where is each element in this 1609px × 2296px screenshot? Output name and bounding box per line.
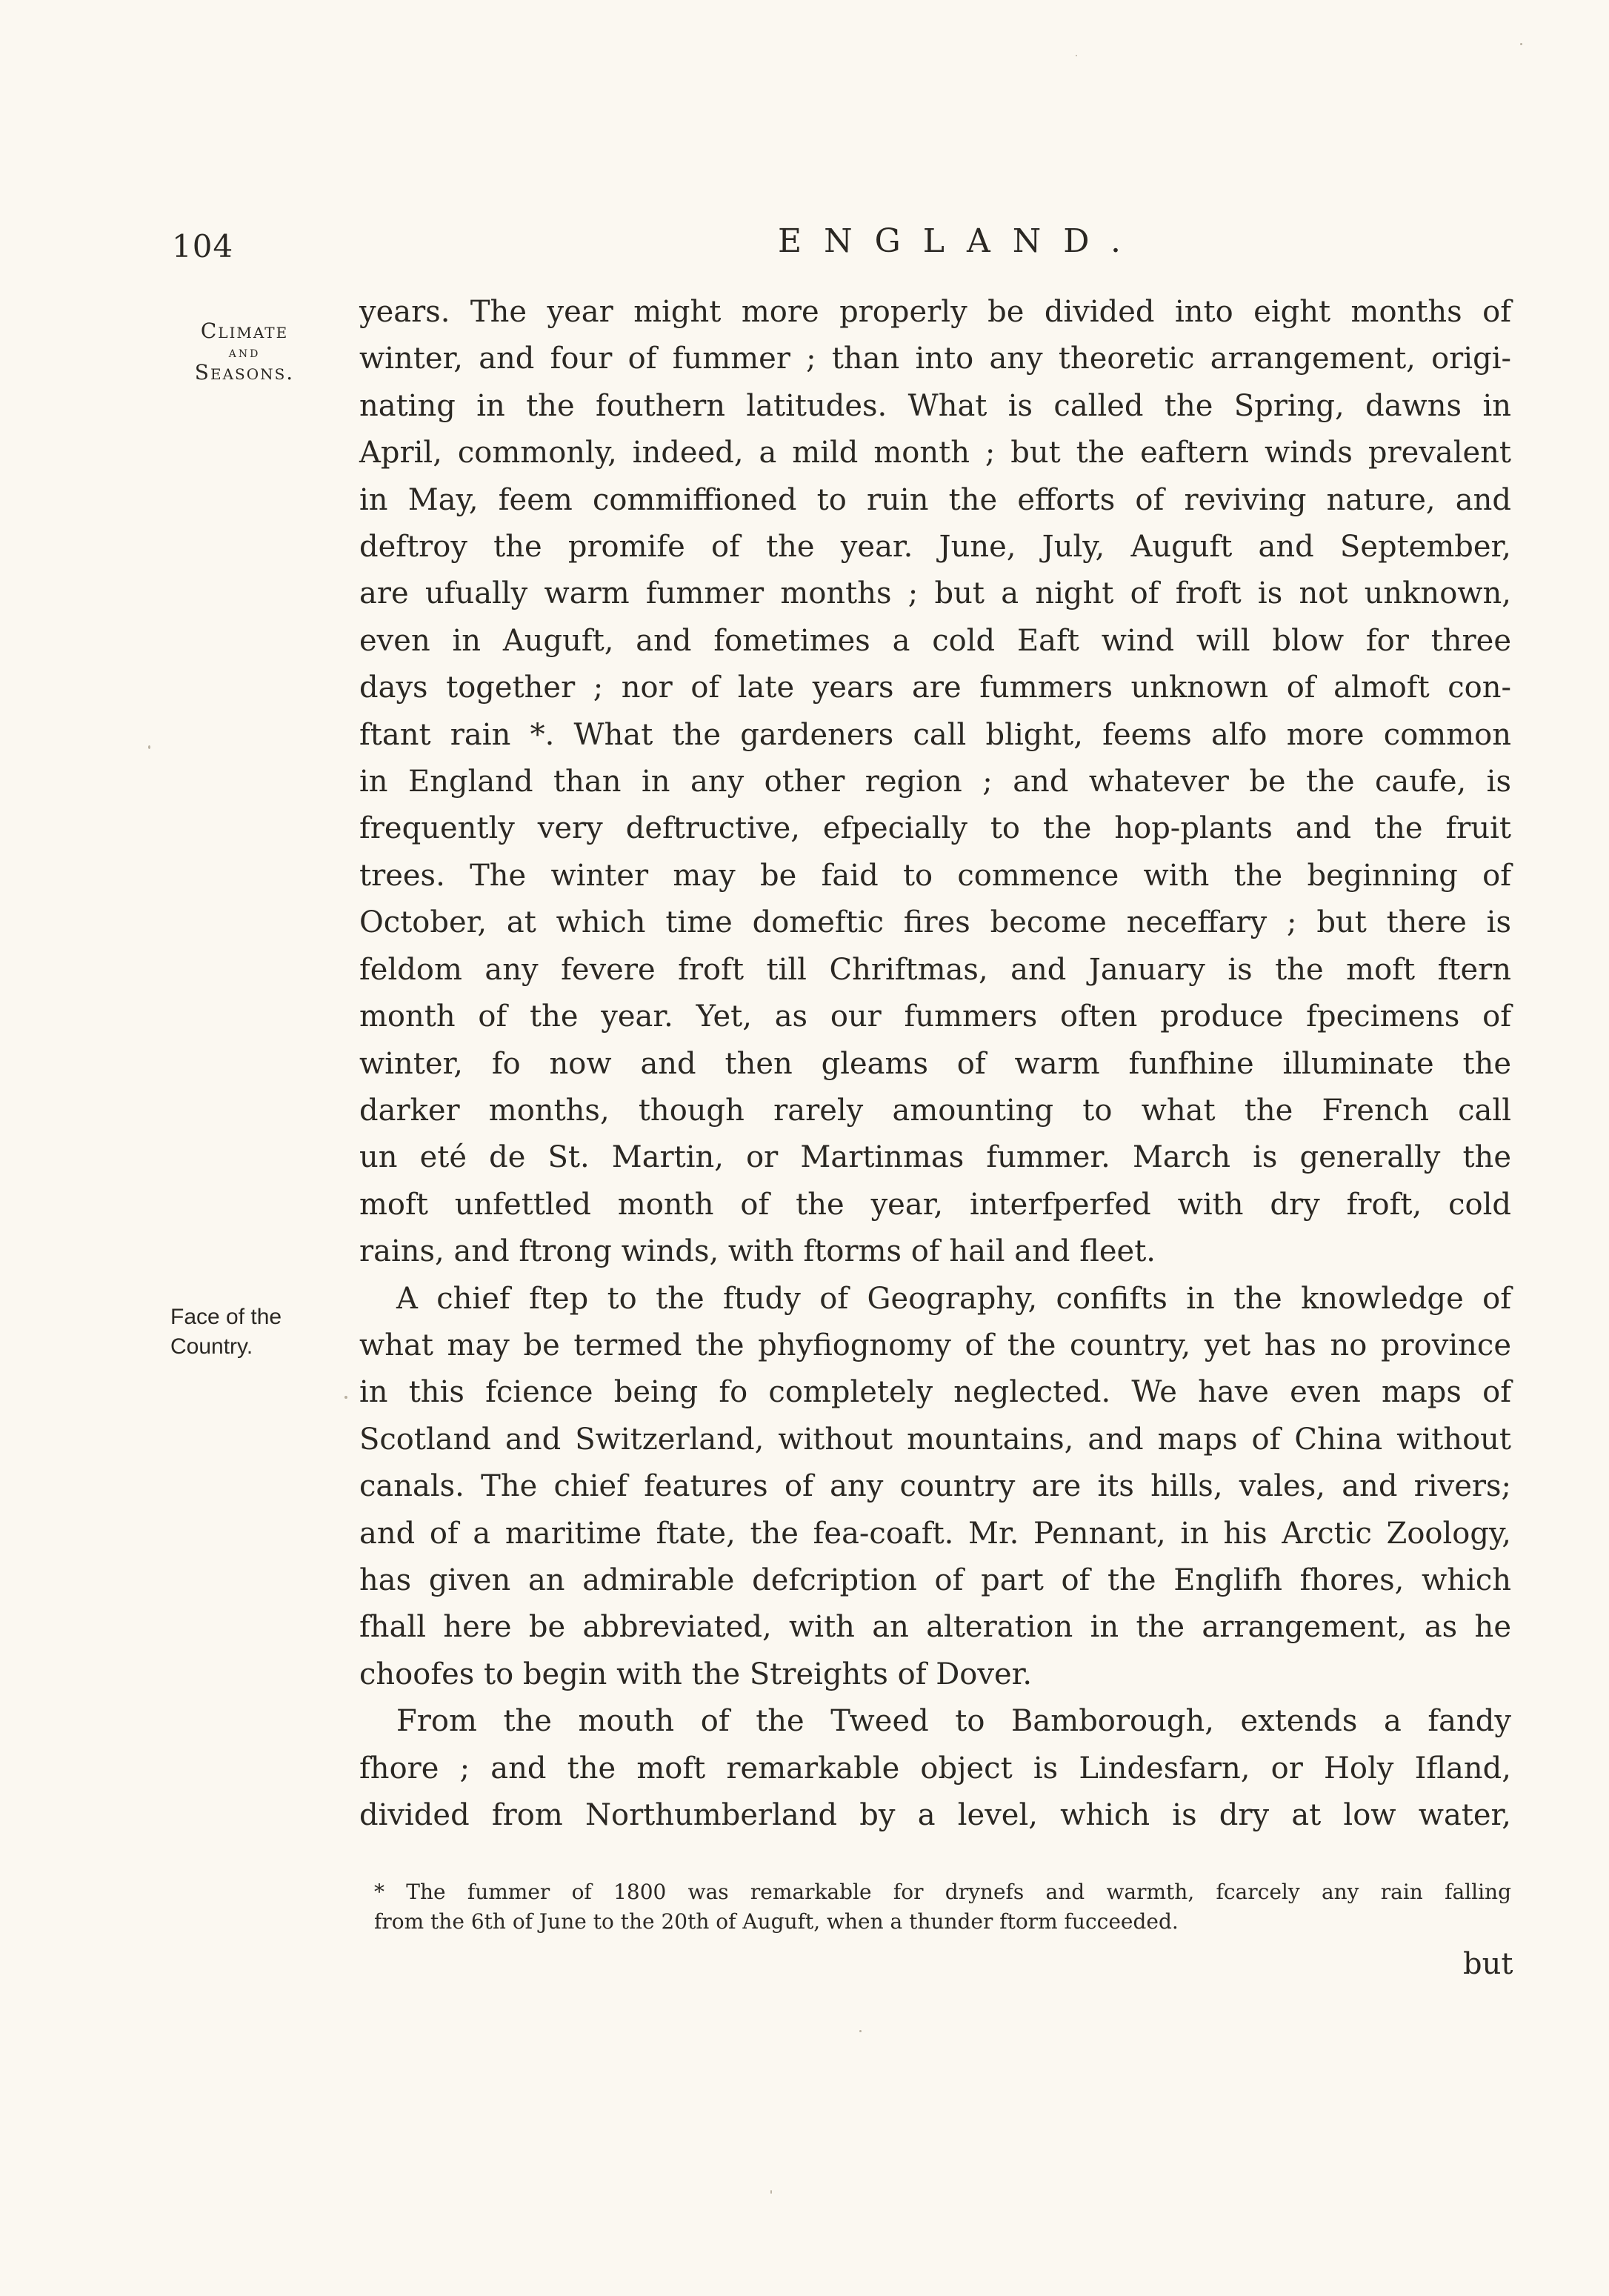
body-line: moft unfettled month of the year, interfperfed with dry froft, cold (359, 1187, 1511, 1222)
body-line: feldom any fevere froft till Chriftmas, and January is the moft ftern (359, 952, 1511, 987)
body-line: darker months, though rarely amounting to what the French call (359, 1093, 1511, 1128)
margin-note-line: and (228, 343, 261, 361)
body-line: nating in the fouthern latitudes. What is called the Spring, dawns in (359, 388, 1511, 423)
body-line: Scotland and Switzerland, without mountains, and maps of China without (359, 1422, 1511, 1457)
margin-note-line: Country. (170, 1334, 253, 1359)
body-line: even in Auguft, and fometimes a cold Eaft wind will blow for three (359, 623, 1511, 658)
body-line: trees. The winter may be faid to commence with the beginning of (359, 858, 1511, 893)
running-title: ENGLAND. (778, 222, 1143, 260)
margin-note-line: Face of the (170, 1305, 282, 1329)
page-number: 104 (172, 228, 234, 264)
body-line: month of the year. Yet, as our fummers often produce fpecimens of (359, 999, 1511, 1034)
body-text (359, 289, 1511, 1839)
footnote-line: * The fummer of 1800 was remarkable for drynefs and warmth, fcarcely any rain falling (374, 1880, 1511, 1904)
paper-speck (1076, 55, 1077, 56)
body-line: has given an admirable defcription of part of the Englifh fhores, which (359, 1563, 1511, 1597)
body-line: fhall here be abbreviated, with an alteration in the arrangement, as he (359, 1610, 1511, 1645)
paper-speck (148, 745, 150, 749)
margin-note-line: Climate (200, 319, 289, 343)
paper-speck (344, 1396, 347, 1399)
body-line: what may be termed the phyfiognomy of the country, yet has no province (359, 1328, 1511, 1362)
footnote-line: from the 6th of June to the 20th of Auguft, when a thunder ftorm fucceeded. (374, 1909, 1179, 1934)
body-line: un eté de St. Martin, or Martinmas fummer. March is generally the (359, 1140, 1511, 1175)
margin-note-face-of-country (170, 1302, 319, 1362)
body-line: frequently very deftructive, efpecially to the hop-plants and the fruit (359, 811, 1511, 846)
body-line: winter, fo now and then gleams of warm funfhine illuminate the (359, 1046, 1511, 1081)
body-line: From the mouth of the Tweed to Bamborough, extends a fandy (396, 1704, 1511, 1739)
margin-note-line: Seasons. (194, 360, 295, 385)
paper-speck (770, 2190, 772, 2194)
body-line: fhore ; and the moft remarkable object is Lindesfarn, or Holy Ifland, (359, 1751, 1511, 1786)
catchword: but (1463, 1947, 1513, 1981)
body-line: April, commonly, indeed, a mild month ; but the eaftern winds prevalent (359, 436, 1511, 470)
body-line: winter, and four of fummer ; than into any theoretic arrangement, origi- (359, 342, 1511, 376)
body-line: October, at which time domeftic fires become neceffary ; but there is (359, 905, 1511, 940)
body-line: ftant rain *. What the gardeners call blight, feems alfo more common (359, 717, 1511, 752)
margin-note-climate-and-seasons (170, 319, 319, 385)
paper-speck (1520, 43, 1522, 45)
body-line: rains, and ftrong winds, with ftorms of hail and fleet. (359, 1234, 1156, 1269)
paper-speck (859, 2030, 862, 2032)
body-line: A chief ftep to the ftudy of Geography, confifts in the knowledge of (396, 1281, 1511, 1316)
body-line: and of a maritime ftate, the fea-coaft. Mr. Pennant, in his Arctic Zoology, (359, 1516, 1511, 1551)
body-line: choofes to begin with the Streights of Dover. (359, 1657, 1033, 1691)
body-line: days together ; nor of late years are fummers unknown of almoft con- (359, 671, 1511, 705)
body-line: are ufually warm fummer months ; but a night of froft is not unknown, (359, 576, 1511, 611)
footnote (374, 1877, 1511, 1937)
body-line: years. The year might more properly be divided into eight months of (359, 295, 1511, 329)
body-line: in England than in any other region ; and whatever be the caufe, is (359, 765, 1511, 799)
body-line: in this fcience being fo completely neglected. We have even maps of (359, 1375, 1511, 1410)
body-line: in May, feem commiffioned to ruin the efforts of reviving nature, and (359, 482, 1511, 517)
body-line: divided from Northumberland by a level, which is dry at low water, (359, 1798, 1511, 1832)
body-line: canals. The chief features of any country are its hills, vales, and rivers; (359, 1469, 1511, 1504)
body-line: deftroy the promife of the year. June, July, Auguft and September, (359, 530, 1511, 565)
